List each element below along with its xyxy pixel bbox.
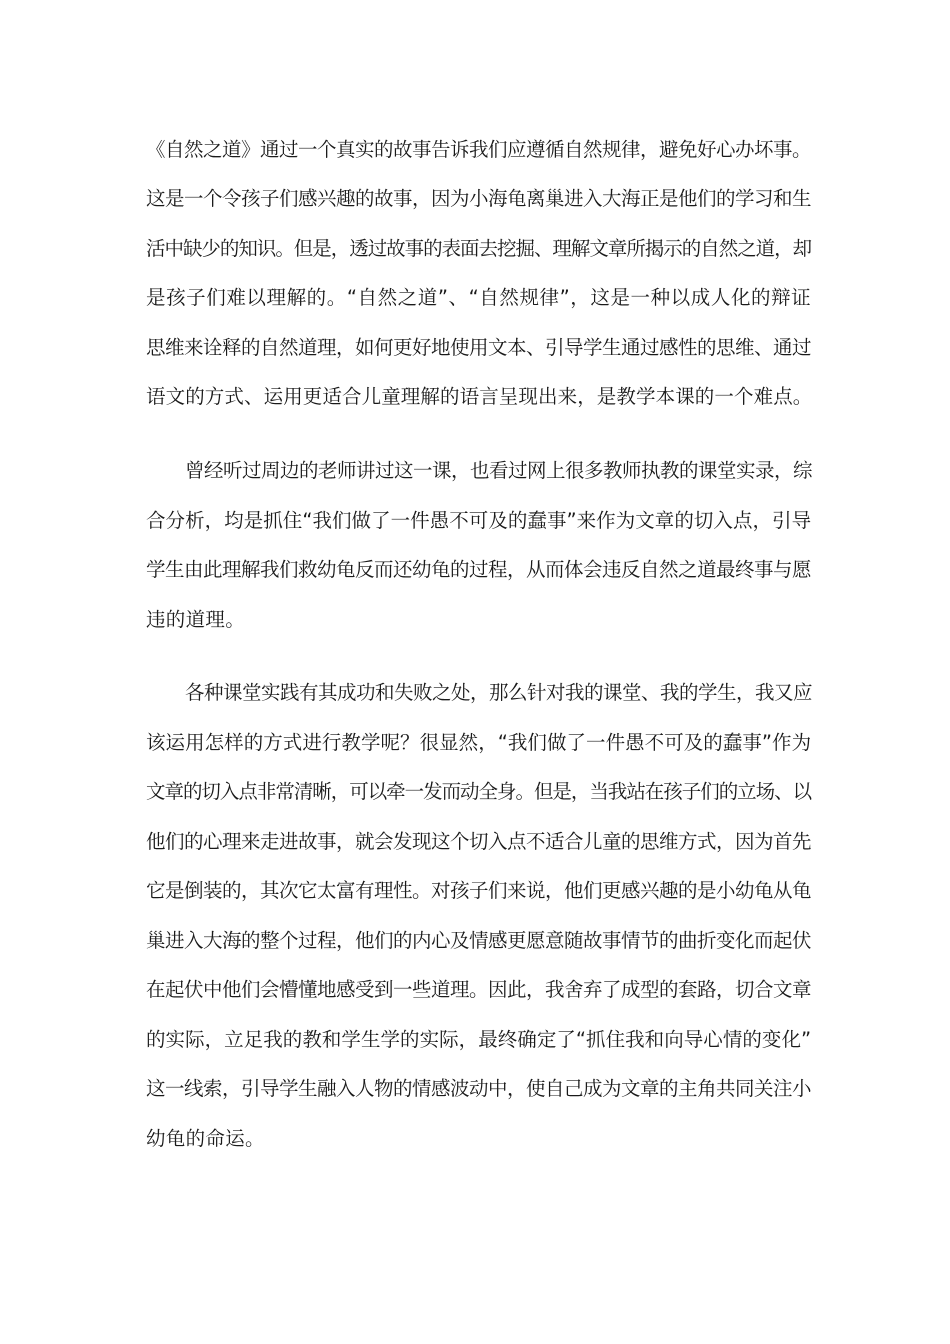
text-line: 它是倒装的，其次它太富有理性。对孩子们来说，他们更感兴趣的是小幼龟从龟: [146, 879, 812, 902]
text-line: 是孩子们难以理解的。“自然之道”、“自然规律”，这是一种以成人化的辩证: [146, 286, 811, 309]
text-line: 违的道理。: [146, 608, 246, 631]
text-line: 这是一个令孩子们感兴趣的故事，因为小海龟离巢进入大海正是他们的学习和生: [146, 187, 812, 210]
text-line: 该运用怎样的方式进行教学呢？很显然，“我们做了一件愚不可及的蠢事”作为: [146, 731, 811, 754]
text-line: 合分析，均是抓住“我们做了一件愚不可及的蠢事”来作为文章的切入点，引导: [146, 509, 811, 532]
text-line: 学生由此理解我们救幼龟反而还幼龟的过程，从而体会违反自然之道最终事与愿: [146, 558, 812, 581]
text-line: 《自然之道》通过一个真实的故事告诉我们应遵循自然规律，避免好心办坏事。: [146, 138, 812, 161]
text-line: 语文的方式、运用更适合儿童理解的语言呈现出来，是教学本课的一个难点。: [146, 385, 813, 408]
text-line: 的实际，立足我的教和学生学的实际，最终确定了“抓住我和向导心情的变化”: [146, 1028, 811, 1051]
text-line: 文章的切入点非常清晰，可以牵一发而动全身。但是，当我站在孩子们的立场、以: [146, 780, 811, 803]
text-line: 幼龟的命运。: [146, 1127, 265, 1150]
text-line: 思维来诠释的自然道理，如何更好地使用文本、引导学生通过感性的思维、通过: [146, 336, 812, 359]
text-line: 各种课堂实践有其成功和失败之处，那么针对我的课堂、我的学生，我又应: [185, 681, 813, 704]
text-line: 巢进入大海的整个过程，他们的内心及情感更愿意随故事情节的曲折变化而起伏: [146, 929, 812, 952]
text-line: 在起伏中他们会懵懂地感受到一些道理。因此，我舍弃了成型的套路，切合文章: [146, 978, 812, 1001]
text-line: 他们的心理来走进故事，就会发现这个切入点不适合儿童的思维方式，因为首先: [146, 830, 812, 853]
text-line: 活中缺少的知识。但是，透过故事的表面去挖掘、理解文章所揭示的自然之道，却: [146, 237, 811, 260]
text-line: 曾经听过周边的老师讲过这一课，也看过网上很多教师执教的课堂实录，综: [185, 459, 813, 482]
text-line: 这一线索，引导学生融入人物的情感波动中，使自己成为文章的主角共同关注小: [146, 1077, 812, 1100]
